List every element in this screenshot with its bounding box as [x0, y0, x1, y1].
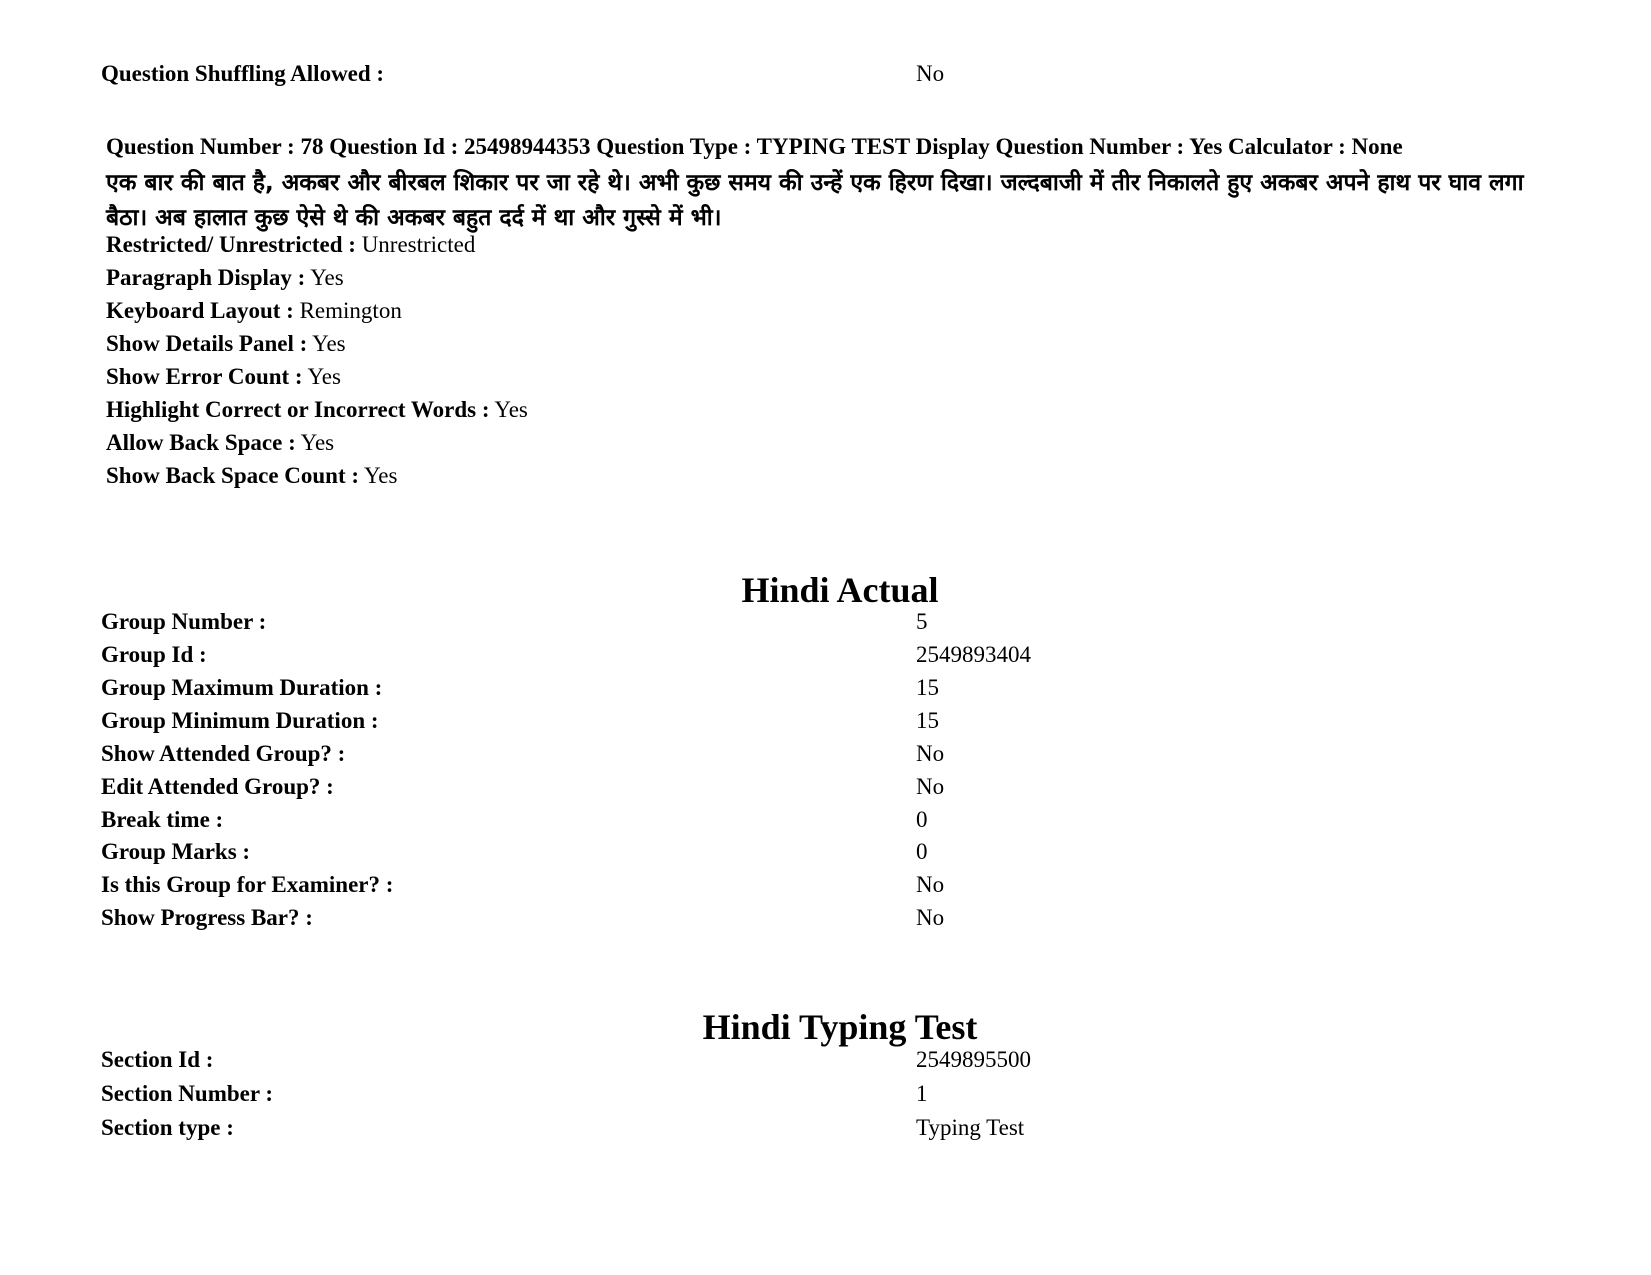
prop-label: Show Details Panel :: [106, 331, 308, 356]
question-shuffling-row: [101, 59, 1541, 89]
prop-highlight-words: [106, 395, 528, 425]
prop-show-back-space-count: [106, 461, 397, 491]
group-row-value: 5: [916, 609, 928, 634]
prop-value: Yes: [307, 364, 341, 389]
group-row-value: No: [916, 741, 945, 766]
group-row-value: 15: [916, 708, 939, 733]
group-row-label: Is this Group for Examiner? :: [101, 872, 394, 897]
group-row-label: Show Attended Group? :: [101, 741, 346, 766]
section-row-value: 1: [916, 1081, 928, 1106]
prop-show-details-panel: [106, 329, 346, 359]
group-row-label: Edit Attended Group? :: [101, 774, 334, 799]
prop-value: Yes: [363, 463, 398, 488]
group-row-value: No: [916, 905, 945, 930]
group-row-label: Break time :: [101, 807, 224, 832]
prop-show-error-count: [106, 362, 341, 392]
prop-value: Yes: [300, 430, 335, 455]
section-row-label: Section Number :: [101, 1081, 274, 1106]
prop-value: Unrestricted: [361, 232, 476, 257]
group-row: [101, 706, 1541, 736]
group-title: Hindi Actual: [741, 570, 939, 610]
group-row-label: Show Progress Bar? :: [101, 905, 313, 930]
section-row-value: 2549895500: [916, 1047, 1031, 1072]
section-row-label: Section type :: [101, 1115, 234, 1140]
question-shuffling-label: Question Shuffling Allowed :: [101, 61, 385, 86]
section-row: [101, 1045, 1541, 1075]
group-row-value: No: [916, 872, 945, 897]
prop-label: Show Back Space Count :: [106, 463, 360, 488]
prop-allow-back-space: [106, 428, 334, 458]
question-shuffling-value: No: [916, 61, 945, 86]
section-row-value: Typing Test: [916, 1115, 1025, 1140]
section-title: Hindi Typing Test: [702, 1007, 978, 1047]
prop-label: Restricted/ Unrestricted :: [106, 232, 356, 257]
prop-label: Show Error Count :: [106, 364, 303, 389]
group-row: [101, 903, 1541, 933]
group-row-label: Group Marks :: [101, 839, 251, 864]
section-row: [101, 1079, 1541, 1109]
group-row-label: Group Number :: [101, 609, 267, 634]
group-row-label: Group Maximum Duration :: [101, 675, 383, 700]
prop-restricted: [106, 230, 475, 260]
group-row-value: No: [916, 774, 945, 799]
prop-label: Allow Back Space :: [106, 430, 296, 455]
group-row-value: 2549893404: [916, 642, 1031, 667]
group-row-value: 15: [916, 675, 939, 700]
question-text: एक बार की बात है, अकबर और बीरबल शिकार पर जा रहे थे। अभी कुछ समय की उन्हें एक हिरण दिखा। जल्दबाजी में तीर निकालते हुए अकबर अपने हाथ पर घाव लगा बैठा। अब हालात कुछ ऐसे थे की अकबर बहुत दर्द में था और गुस्से में भी।: [106, 170, 1524, 231]
group-row: [101, 673, 1541, 703]
section-row: [101, 1113, 1541, 1143]
prop-value: Yes: [494, 397, 528, 422]
group-row: [101, 837, 1541, 867]
group-row-value: 0: [916, 839, 928, 864]
group-row: [101, 739, 1541, 769]
group-row: [101, 772, 1541, 802]
group-row-label: Group Id :: [101, 642, 207, 667]
group-row-value: 0: [916, 807, 928, 832]
group-row: [101, 805, 1541, 835]
prop-label: Highlight Correct or Incorrect Words :: [106, 397, 490, 422]
prop-value: Remington: [299, 298, 402, 323]
group-row: [101, 870, 1541, 900]
group-row: [101, 640, 1541, 670]
group-row: [101, 607, 1541, 637]
question-header: Question Number : 78 Question Id : 25498944353 Question Type : TYPING TEST Display Question Number : Yes Calculator : None: [106, 134, 1403, 159]
section-row-label: Section Id :: [101, 1047, 214, 1072]
prop-label: Keyboard Layout :: [106, 298, 294, 323]
prop-value: Yes: [310, 265, 344, 290]
prop-paragraph-display: [106, 263, 344, 293]
prop-value: Yes: [312, 331, 346, 356]
prop-keyboard-layout: [106, 296, 402, 326]
prop-label: Paragraph Display :: [106, 265, 306, 290]
group-row-label: Group Minimum Duration :: [101, 708, 379, 733]
